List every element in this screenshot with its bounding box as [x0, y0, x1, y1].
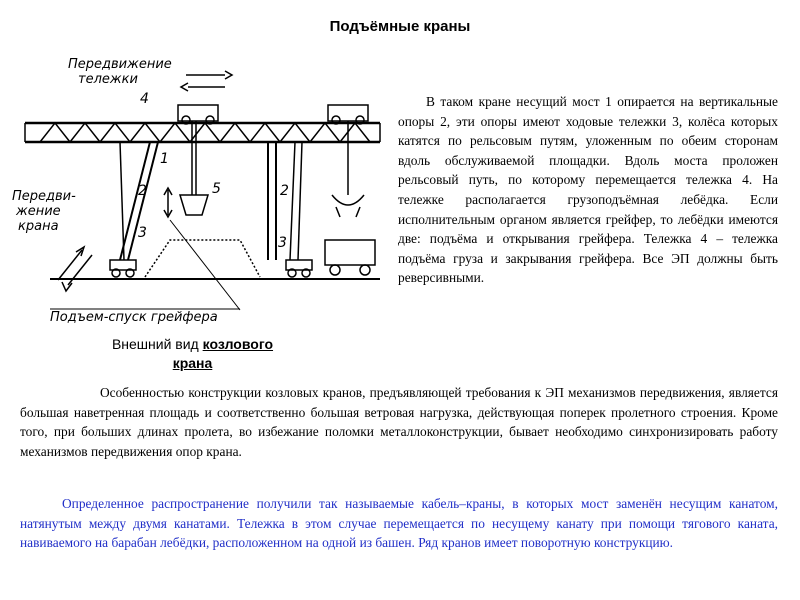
label-grab-up-down: Подъем-спуск грейфера — [50, 310, 218, 325]
page-title: Подъёмные краны — [329, 18, 471, 35]
num-1: 1 — [160, 151, 169, 167]
num-5: 5 — [212, 181, 221, 197]
paragraph-cable-cranes: Определенное распространение получили так называемые кабель–краны, в которых мост заменён несущим канатом, натянутым между двумя канатами. Тележка в этом случае перемещается по несущему канату при помощи тягового каната, навиваемого на барабан лебёдки, расположенном на одной из башен. Ряд кранов имеет поворотную конструкцию. — [20, 496, 778, 551]
caption-emphasis: козлового — [202, 336, 274, 352]
label-trolley-move-line2: тележки — [78, 72, 138, 87]
label-crane-move-line3: крана — [18, 219, 59, 234]
figure-caption — [60, 335, 325, 373]
label-crane-move-line1: Передви- — [12, 189, 76, 204]
crane-description: В таком кране несущий мост 1 опирается на вертикальные опоры 2, эти опоры имеют ходовые тележки 3, колёса которых катятся по рельсовым путям, уложенным по обеим сторонам вдоль обслуживаемой площадки. Вдоль моста проложен рельсовый путь, по которому перемещается тележка 4. На тележке располагается грузоподъёмная лебёдка. Если исполнительным органом является грейфер, то лебёдки имеются две: подъёма и открывания грейфера. Тележка 4 – тележка подъёма груза и закрывания грейфера. Все ЭП должны быть реверсивными. — [398, 94, 778, 286]
label-crane-move-line2: жение — [16, 204, 61, 219]
gantry-crane-figure — [10, 45, 385, 335]
label-trolley-move-line1: Передвижение — [68, 57, 172, 72]
num-3: 3 — [138, 225, 147, 241]
num-2: 2 — [138, 183, 147, 199]
paragraph-features: Особенностью конструкции козловых кранов, предъявляющей требования к ЭП механизмов передвижения, является большая наветренная площадь и соответственно большая ветровая нагрузка, действующая поперек пролетного строения. Кроме того, при больших длинах пролета, во избежание поломки металлоконструкции, бывает необходимо синхронизировать работу механизмов передвижения опор крана. — [20, 385, 778, 459]
num-2-right: 2 — [280, 183, 289, 199]
num-3-right: 3 — [278, 235, 287, 251]
caption-line2: крана — [172, 355, 213, 371]
num-4: 4 — [140, 91, 149, 107]
caption-prefix: Внешний вид — [111, 336, 199, 352]
